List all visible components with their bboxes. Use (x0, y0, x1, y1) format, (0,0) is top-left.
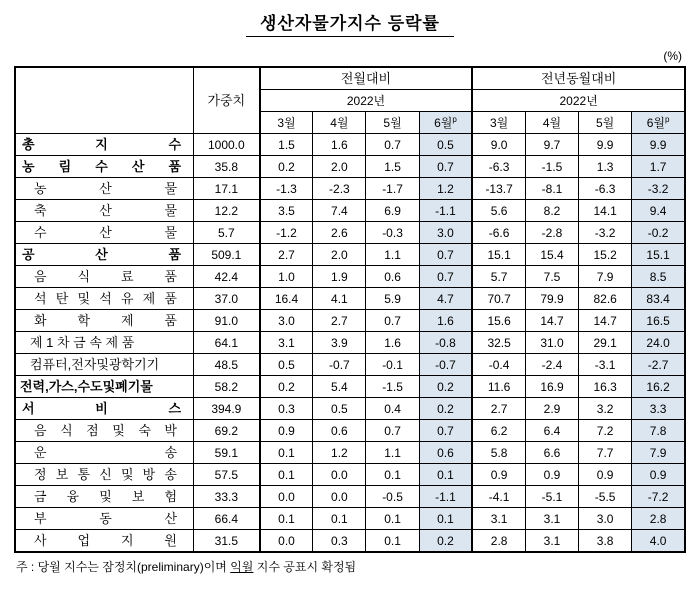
cell-yoy-1: 3.1 (472, 508, 525, 530)
row-weight: 37.0 (194, 288, 260, 310)
cell-yoy-1: -4.1 (472, 486, 525, 508)
cell-yoy-4: 4.0 (632, 530, 685, 553)
cell-mom-2: 0.6 (313, 420, 366, 442)
table-row (15, 354, 685, 376)
cell-mom-4: 0.1 (419, 508, 472, 530)
row-label: 농 림 수 산 품 (15, 156, 194, 178)
cell-yoy-2: 3.1 (525, 530, 578, 553)
row-weight: 59.1 (194, 442, 260, 464)
table-row (15, 376, 685, 398)
cell-yoy-3: 0.9 (579, 464, 632, 486)
row-weight: 17.1 (194, 178, 260, 200)
header-yoy-month-4-label: 6월 (646, 116, 666, 130)
price-index-table (14, 66, 686, 553)
cell-mom-1: 1.5 (260, 134, 313, 156)
cell-yoy-4: 83.4 (632, 288, 685, 310)
cell-mom-4: 0.2 (419, 376, 472, 398)
header-mom-month-3: 5월 (366, 112, 419, 134)
cell-mom-3: 0.1 (366, 508, 419, 530)
header-mom-month-1: 3월 (260, 112, 313, 134)
header-mom-month-2: 4월 (313, 112, 366, 134)
cell-mom-2: 0.5 (313, 398, 366, 420)
cell-yoy-4: -7.2 (632, 486, 685, 508)
cell-mom-4: -1.1 (419, 486, 472, 508)
cell-yoy-1: -6.3 (472, 156, 525, 178)
cell-yoy-3: 14.7 (579, 310, 632, 332)
cell-mom-1: 0.9 (260, 420, 313, 442)
cell-mom-1: 1.0 (260, 266, 313, 288)
cell-yoy-1: 32.5 (472, 332, 525, 354)
table-row (15, 332, 685, 354)
table-row (15, 508, 685, 530)
cell-yoy-2: 9.7 (525, 134, 578, 156)
cell-yoy-2: 6.4 (525, 420, 578, 442)
row-weight: 91.0 (194, 310, 260, 332)
row-label: 화 학 제 품 (15, 310, 194, 332)
footnote-suffix: 지수 공표시 확정됨 (253, 560, 357, 574)
cell-mom-3: 0.7 (366, 420, 419, 442)
row-label: 음 식 료 품 (15, 266, 194, 288)
cell-yoy-1: -6.6 (472, 222, 525, 244)
cell-yoy-1: 15.6 (472, 310, 525, 332)
cell-mom-4: 0.7 (419, 244, 472, 266)
cell-mom-2: 5.4 (313, 376, 366, 398)
cell-yoy-4: 7.9 (632, 442, 685, 464)
cell-yoy-3: 7.9 (579, 266, 632, 288)
table-row (15, 464, 685, 486)
row-weight: 5.7 (194, 222, 260, 244)
cell-yoy-2: 16.9 (525, 376, 578, 398)
table-row (15, 134, 685, 156)
footnote-mid2: 이며 (203, 560, 231, 574)
cell-mom-4: 4.7 (419, 288, 472, 310)
row-weight: 64.1 (194, 332, 260, 354)
table-row (15, 442, 685, 464)
page-title: 생산자물가지수 등락률 (260, 14, 440, 33)
cell-yoy-2: 2.9 (525, 398, 578, 420)
cell-mom-3: 6.9 (366, 200, 419, 222)
table-row (15, 486, 685, 508)
cell-mom-2: 0.1 (313, 508, 366, 530)
cell-mom-1: 0.1 (260, 508, 313, 530)
cell-mom-3: 1.6 (366, 332, 419, 354)
cell-mom-1: 0.2 (260, 376, 313, 398)
cell-yoy-3: -3.1 (579, 354, 632, 376)
header-yoy-month-1: 3월 (472, 112, 525, 134)
cell-mom-2: 0.0 (313, 464, 366, 486)
cell-yoy-3: 3.0 (579, 508, 632, 530)
cell-yoy-2: 8.2 (525, 200, 578, 222)
row-label: 축 산 물 (15, 200, 194, 222)
cell-yoy-2: 14.7 (525, 310, 578, 332)
cell-yoy-4: -2.7 (632, 354, 685, 376)
cell-yoy-4: 2.8 (632, 508, 685, 530)
cell-yoy-4: 16.5 (632, 310, 685, 332)
cell-mom-3: -1.7 (366, 178, 419, 200)
cell-mom-2: 2.7 (313, 310, 366, 332)
row-weight: 394.9 (194, 398, 260, 420)
cell-mom-4: 0.7 (419, 156, 472, 178)
cell-yoy-3: 82.6 (579, 288, 632, 310)
cell-yoy-3: 7.7 (579, 442, 632, 464)
table-row (15, 310, 685, 332)
cell-yoy-3: 3.8 (579, 530, 632, 553)
preliminary-superscript-mom: p (452, 115, 457, 124)
cell-mom-3: 0.7 (366, 310, 419, 332)
cell-mom-2: 0.3 (313, 530, 366, 553)
row-weight: 509.1 (194, 244, 260, 266)
cell-yoy-4: -3.2 (632, 178, 685, 200)
header-yoy-month-3: 5월 (579, 112, 632, 134)
cell-mom-3: 1.1 (366, 442, 419, 464)
cell-mom-4: 0.7 (419, 266, 472, 288)
cell-yoy-3: 16.3 (579, 376, 632, 398)
cell-yoy-2: 79.9 (525, 288, 578, 310)
row-weight: 57.5 (194, 464, 260, 486)
footnote (14, 553, 686, 575)
row-weight: 58.2 (194, 376, 260, 398)
cell-yoy-2: -2.4 (525, 354, 578, 376)
row-label: 제 1 차 금 속 제 품 (15, 332, 194, 354)
cell-yoy-3: -6.3 (579, 178, 632, 200)
cell-mom-2: 1.9 (313, 266, 366, 288)
footnote-prefix: 주 : 당월 지수는 (16, 560, 103, 574)
cell-yoy-4: 9.9 (632, 134, 685, 156)
cell-mom-2: 2.0 (313, 156, 366, 178)
cell-mom-1: 2.7 (260, 244, 313, 266)
cell-mom-2: -0.7 (313, 354, 366, 376)
table-row (15, 266, 685, 288)
row-label: 운 송 (15, 442, 194, 464)
row-weight: 35.8 (194, 156, 260, 178)
cell-yoy-1: 6.2 (472, 420, 525, 442)
table-row (15, 156, 685, 178)
cell-mom-2: 4.1 (313, 288, 366, 310)
table-header (15, 67, 685, 134)
cell-yoy-3: 14.1 (579, 200, 632, 222)
header-year-mom: 2022년 (260, 90, 473, 112)
row-label: 컴퓨터,전자및광학기기 (15, 354, 194, 376)
cell-mom-2: 0.0 (313, 486, 366, 508)
row-weight: 33.3 (194, 486, 260, 508)
cell-yoy-4: 1.7 (632, 156, 685, 178)
cell-mom-3: 0.6 (366, 266, 419, 288)
cell-mom-3: -0.1 (366, 354, 419, 376)
cell-mom-3: 0.4 (366, 398, 419, 420)
row-label: 공 산 품 (15, 244, 194, 266)
cell-mom-3: 1.5 (366, 156, 419, 178)
cell-mom-1: 3.1 (260, 332, 313, 354)
row-label: 전력,가스,수도및폐기물 (15, 376, 194, 398)
cell-yoy-2: 15.4 (525, 244, 578, 266)
cell-mom-1: 0.1 (260, 442, 313, 464)
row-label: 농 산 물 (15, 178, 194, 200)
row-label: 서 비 스 (15, 398, 194, 420)
row-weight: 42.4 (194, 266, 260, 288)
cell-mom-4: 0.5 (419, 134, 472, 156)
cell-mom-3: -1.5 (366, 376, 419, 398)
cell-mom-2: 7.4 (313, 200, 366, 222)
table-row (15, 420, 685, 442)
preliminary-superscript-yoy: p (665, 115, 670, 124)
footnote-underlined: 익월 (230, 560, 254, 574)
cell-yoy-1: 0.9 (472, 464, 525, 486)
cell-yoy-2: -5.1 (525, 486, 578, 508)
cell-yoy-3: 1.3 (579, 156, 632, 178)
cell-yoy-1: -0.4 (472, 354, 525, 376)
cell-yoy-4: 9.4 (632, 200, 685, 222)
header-group-mom: 전월대비 (260, 67, 473, 90)
header-weight: 가중치 (194, 67, 260, 134)
cell-yoy-2: 6.6 (525, 442, 578, 464)
cell-mom-3: 0.1 (366, 530, 419, 553)
cell-mom-1: 0.3 (260, 398, 313, 420)
cell-mom-4: 0.7 (419, 420, 472, 442)
cell-yoy-4: 7.8 (632, 420, 685, 442)
cell-mom-1: 0.1 (260, 464, 313, 486)
row-label: 금 융 및 보 험 (15, 486, 194, 508)
cell-mom-4: -0.7 (419, 354, 472, 376)
row-label: 석 탄 및 석 유 제 품 (15, 288, 194, 310)
cell-yoy-1: 9.0 (472, 134, 525, 156)
footnote-mid: 잠정치(preliminary) (102, 560, 204, 574)
header-yoy-month-2: 4월 (525, 112, 578, 134)
cell-yoy-1: 5.6 (472, 200, 525, 222)
row-label: 정 보 통 신 및 방 송 (15, 464, 194, 486)
cell-yoy-4: 3.3 (632, 398, 685, 420)
row-weight: 48.5 (194, 354, 260, 376)
cell-mom-4: 0.2 (419, 398, 472, 420)
header-blank-corner (15, 67, 194, 134)
cell-mom-4: 3.0 (419, 222, 472, 244)
cell-yoy-1: 5.7 (472, 266, 525, 288)
table-body (15, 134, 685, 553)
cell-yoy-1: 5.8 (472, 442, 525, 464)
cell-mom-1: 0.5 (260, 354, 313, 376)
cell-yoy-2: 31.0 (525, 332, 578, 354)
row-weight: 69.2 (194, 420, 260, 442)
cell-mom-4: -1.1 (419, 200, 472, 222)
cell-mom-4: -0.8 (419, 332, 472, 354)
cell-mom-1: 0.2 (260, 156, 313, 178)
cell-mom-2: 3.9 (313, 332, 366, 354)
cell-yoy-2: 0.9 (525, 464, 578, 486)
cell-mom-4: 0.2 (419, 530, 472, 553)
table-row (15, 200, 685, 222)
cell-yoy-1: 11.6 (472, 376, 525, 398)
cell-yoy-4: 16.2 (632, 376, 685, 398)
cell-mom-1: -1.2 (260, 222, 313, 244)
cell-yoy-4: 0.9 (632, 464, 685, 486)
cell-mom-1: 3.0 (260, 310, 313, 332)
cell-mom-2: 1.6 (313, 134, 366, 156)
header-yoy-month-4 (632, 112, 685, 134)
cell-mom-1: 0.0 (260, 530, 313, 553)
row-weight: 66.4 (194, 508, 260, 530)
cell-yoy-3: 7.2 (579, 420, 632, 442)
cell-yoy-1: 2.8 (472, 530, 525, 553)
row-label: 음 식 점 및 숙 박 (15, 420, 194, 442)
cell-yoy-1: -13.7 (472, 178, 525, 200)
row-label: 수 산 물 (15, 222, 194, 244)
cell-yoy-2: -1.5 (525, 156, 578, 178)
cell-yoy-2: -8.1 (525, 178, 578, 200)
cell-mom-3: 0.7 (366, 134, 419, 156)
cell-yoy-2: 7.5 (525, 266, 578, 288)
row-label: 부 동 산 (15, 508, 194, 530)
row-label: 사 업 지 원 (15, 530, 194, 553)
row-weight: 31.5 (194, 530, 260, 553)
header-group-yoy: 전년동월대비 (472, 67, 685, 90)
table-row (15, 288, 685, 310)
cell-yoy-3: -5.5 (579, 486, 632, 508)
cell-yoy-3: 9.9 (579, 134, 632, 156)
header-year-yoy: 2022년 (472, 90, 685, 112)
cell-mom-3: 5.9 (366, 288, 419, 310)
cell-mom-1: 3.5 (260, 200, 313, 222)
cell-yoy-3: 29.1 (579, 332, 632, 354)
cell-yoy-4: 24.0 (632, 332, 685, 354)
cell-yoy-4: 8.5 (632, 266, 685, 288)
cell-yoy-4: 15.1 (632, 244, 685, 266)
cell-yoy-4: -0.2 (632, 222, 685, 244)
header-mom-month-4 (419, 112, 472, 134)
cell-yoy-1: 2.7 (472, 398, 525, 420)
cell-yoy-1: 70.7 (472, 288, 525, 310)
row-weight: 1000.0 (194, 134, 260, 156)
cell-yoy-1: 15.1 (472, 244, 525, 266)
cell-mom-4: 0.6 (419, 442, 472, 464)
unit-label: (%) (663, 49, 682, 63)
header-mom-month-4-label: 6월 (434, 116, 453, 130)
cell-yoy-3: 15.2 (579, 244, 632, 266)
table-row (15, 178, 685, 200)
cell-mom-1: -1.3 (260, 178, 313, 200)
cell-yoy-2: 3.1 (525, 508, 578, 530)
cell-mom-3: -0.5 (366, 486, 419, 508)
table-row (15, 398, 685, 420)
cell-mom-2: -2.3 (313, 178, 366, 200)
cell-yoy-3: -3.2 (579, 222, 632, 244)
cell-mom-2: 2.6 (313, 222, 366, 244)
cell-mom-2: 2.0 (313, 244, 366, 266)
cell-mom-4: 1.6 (419, 310, 472, 332)
table-row (15, 244, 685, 266)
cell-mom-1: 16.4 (260, 288, 313, 310)
cell-yoy-3: 3.2 (579, 398, 632, 420)
cell-mom-3: 0.1 (366, 464, 419, 486)
row-label: 총 지 수 (15, 134, 194, 156)
table-row (15, 530, 685, 553)
row-weight: 12.2 (194, 200, 260, 222)
table-row (15, 222, 685, 244)
cell-mom-3: -0.3 (366, 222, 419, 244)
cell-mom-3: 1.1 (366, 244, 419, 266)
cell-mom-4: 1.2 (419, 178, 472, 200)
cell-mom-4: 0.1 (419, 464, 472, 486)
cell-mom-1: 0.0 (260, 486, 313, 508)
cell-mom-2: 1.2 (313, 442, 366, 464)
cell-yoy-2: -2.8 (525, 222, 578, 244)
